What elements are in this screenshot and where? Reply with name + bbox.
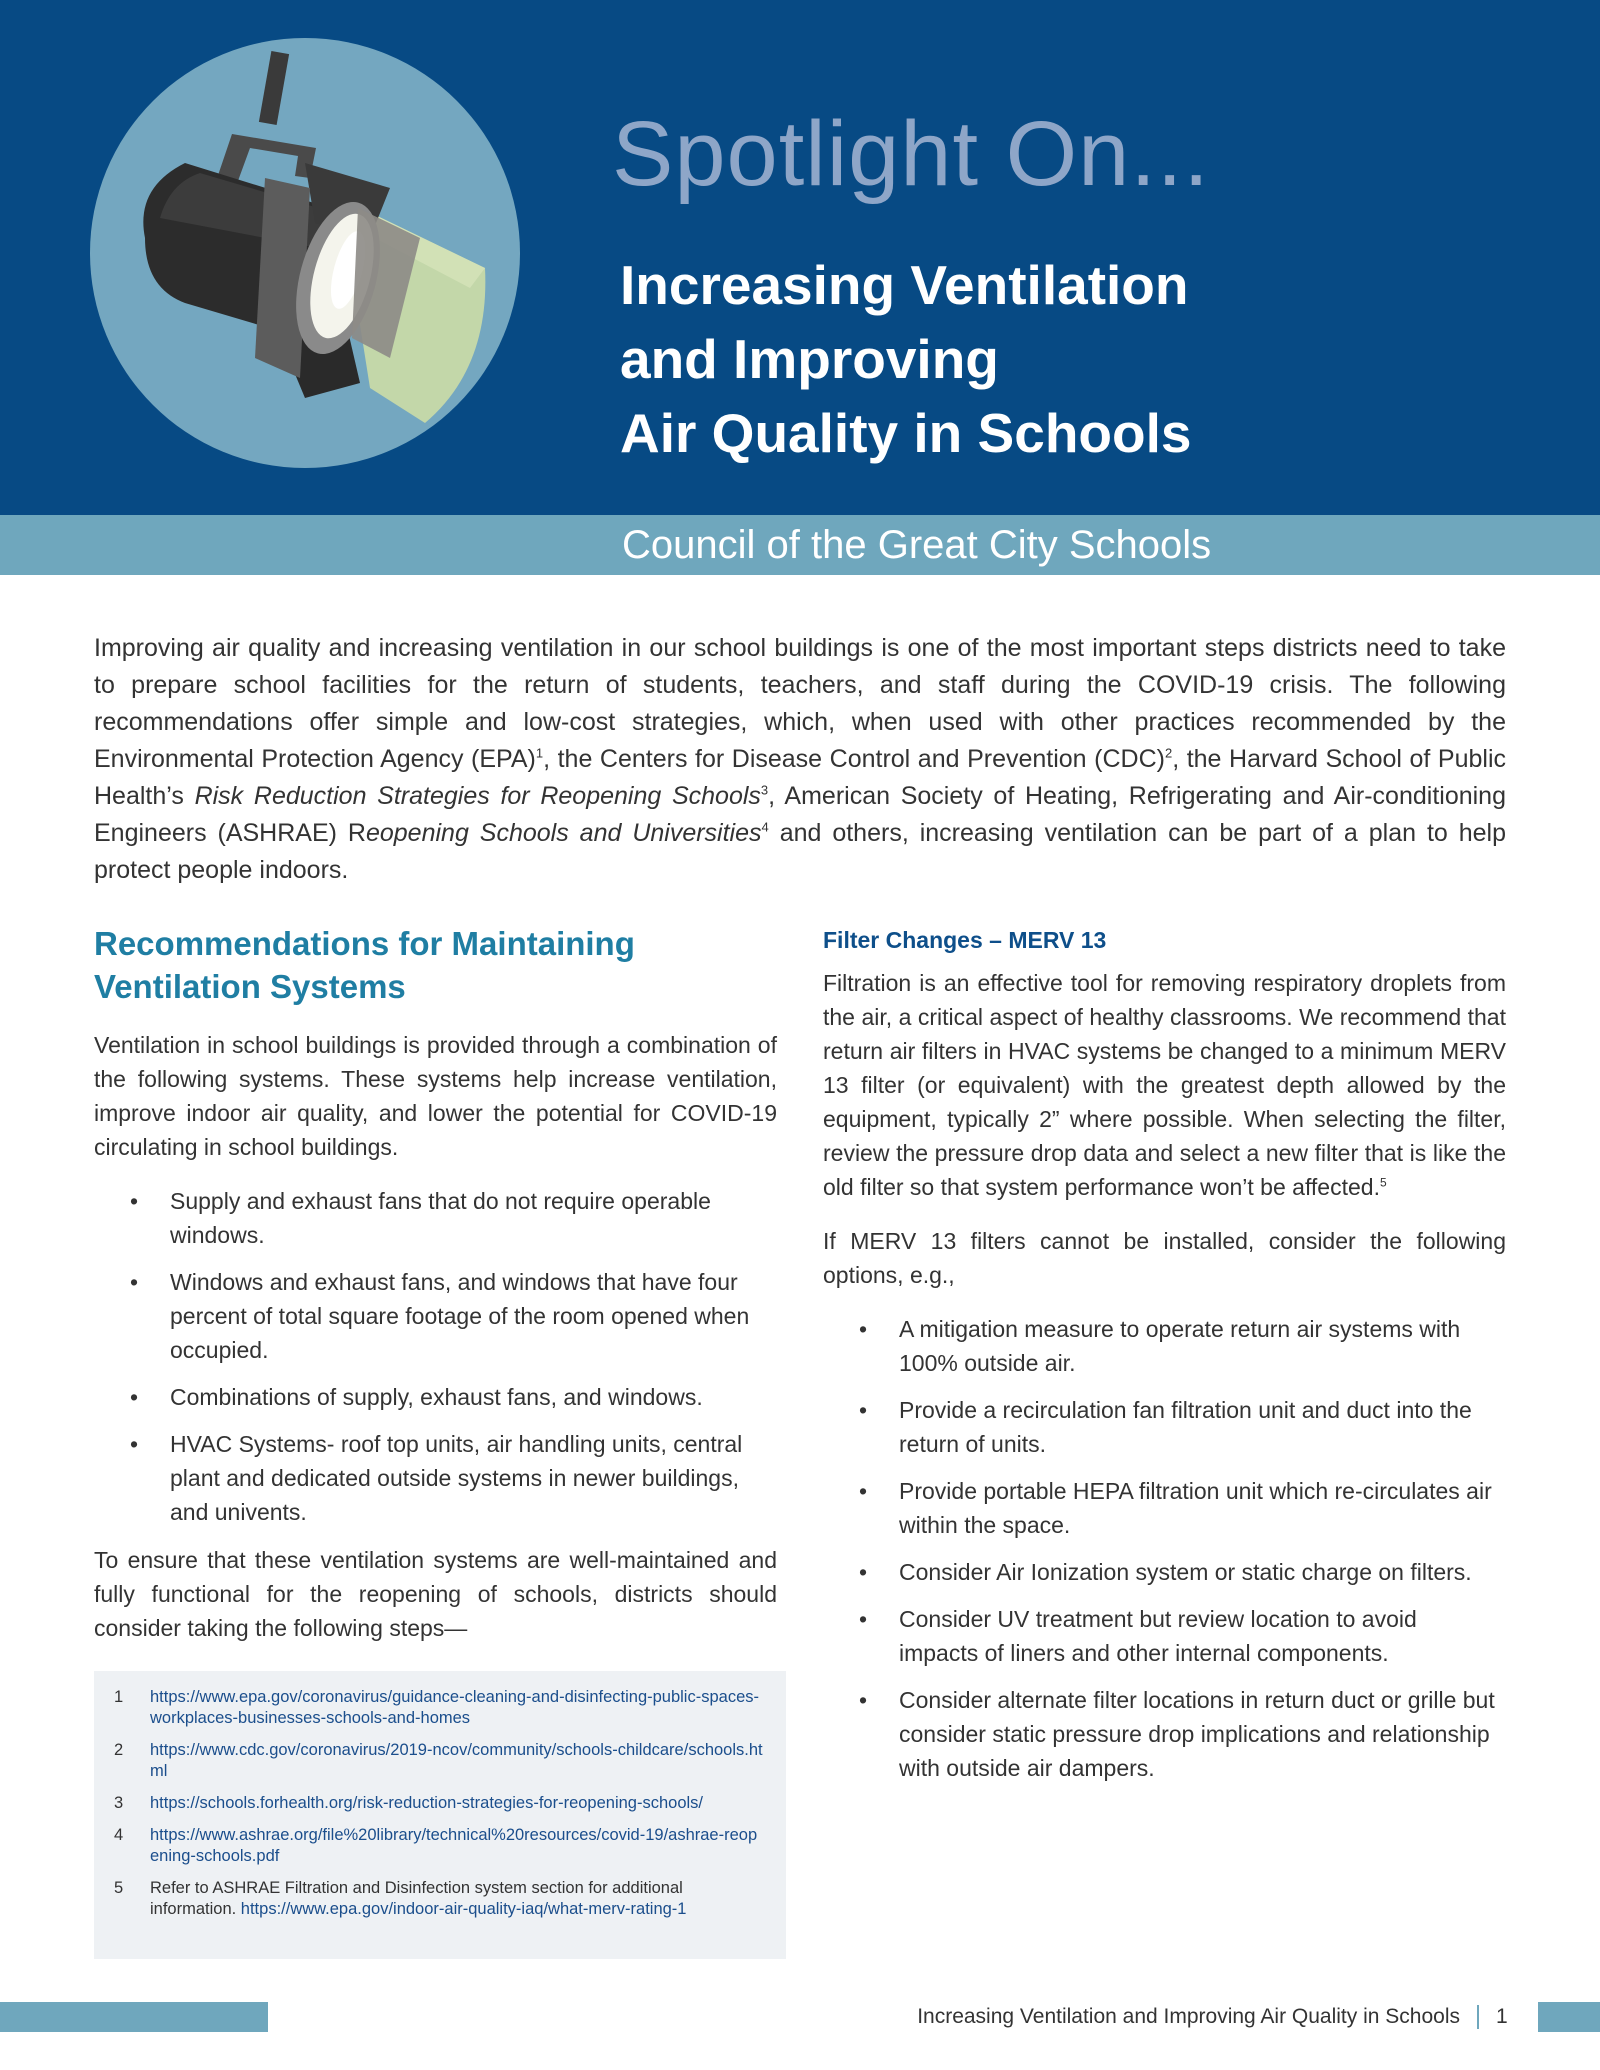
spotlight-icon [90,38,520,468]
organization-name: Council of the Great City Schools [622,523,1212,567]
footer-bar-left [0,2002,268,2032]
bullet-icon: • [130,1188,139,1214]
footnote [114,1793,766,1814]
footnote-number: 4 [114,1826,124,1844]
footer-separator [1477,2005,1479,2029]
list-item: • Combinations of supply, exhaust fans, and windows. [94,1380,777,1414]
paragraph: If MERV 13 filters cannot be installed, consider the following options, e.g., [823,1228,1506,1288]
list-item: • Consider alternate filter locations in return duct or grille but consider static pressure drop implications and relationship with outside air dampers. [823,1683,1506,1785]
spotlight-kicker: Spotlight On... [612,103,1210,205]
page-number: 1 [1496,2005,1508,2028]
bullet-icon: • [859,1478,868,1504]
right-column [823,924,1506,1799]
list-item: • Consider Air Ionization system or static charge on filters. [823,1555,1506,1589]
paragraph: Filtration is an effective tool for removing respiratory droplets from the air, a critical aspect of healthy classrooms. We recommend that return air filters in HVAC systems be changed to a minimum MERV 13 filter (or equivalent) with the greatest depth allowed by the equipment, typically 2” where possible. When selecting the filter, review the pressure drop data and select a new filter that is like the old filter so that system performance won’t be affected.$^5$ [823,970,1506,1200]
footnote-ref: 4 [761,819,769,835]
list-item: • Provide portable HEPA filtration unit which re-circulates air within the space. [823,1474,1506,1542]
footnote-number: 2 [114,1741,124,1759]
footnote-number: 5 [114,1879,124,1897]
list-item: • A mitigation measure to operate return air systems with 100% outside air. [823,1312,1506,1380]
title-line: Increasing Ventilation [620,254,1189,316]
intro-paragraph: Improving air quality and increasing ventilation in our school buildings is one of the most important steps districts need to take to prepare school facilities for the return of students, teachers, and staff during the COVID-19 crisis. The following recommendations offer simple and low-cost strategies, which, when used with other practices recommended by the Environmental Protection Agency (EPA)$^1$, the Centers for Disease Control and Prevention (CDC)$^2$, the Harvard School of Public Health’s Risk Reduction Strategies for Reopening Schools$^3$, American Society of Heating, Refrigerating and Air-conditioning Engineers (ASHRAE) Reopening Schools and Universities$^4$ and others, increasing ventilation can be part of a plan to help protect people indoors. [94,634,1506,884]
bullet-icon: • [859,1559,868,1585]
sub-heading: Filter Changes – MERV 13 [823,927,1107,953]
footnote [114,1687,766,1729]
section-heading: Recommendations for Maintaining Ventilation Systems [94,925,635,1005]
footnotes-box [94,1671,786,1959]
footnote [114,1825,766,1867]
footnote-number: 1 [114,1688,124,1706]
footer-title: Increasing Ventilation and Improving Air Quality in Schools [917,2005,1460,2028]
bullet-icon: • [859,1687,868,1713]
paragraph: To ensure that these ventilation systems are well-maintained and fully functional for the reopening of schools, districts should consider taking the following steps— [94,1547,777,1641]
bullet-icon: • [130,1384,139,1410]
bullet-icon: • [130,1269,139,1295]
footnote [114,1740,766,1782]
footnote-link[interactable]: https://www.epa.gov/indoor-air-quality-iaq/what-merv-rating-1 [240,1900,687,1918]
footnote-link[interactable]: https://schools.forhealth.org/risk-reduction-strategies-for-reopening-schools/ [150,1794,704,1812]
list-item: • Supply and exhaust fans that do not require operable windows. [94,1184,777,1252]
list-item: • HVAC Systems- roof top units, air handling units, central plant and dedicated outside systems in newer buildings, and univents. [94,1427,777,1529]
list-item: • Consider UV treatment but review location to avoid impacts of liners and other internal components. [823,1602,1506,1670]
footer-bar-right [1538,2002,1600,2032]
bullet-icon: • [859,1397,868,1423]
bullet-list [823,1312,1506,1785]
left-column [94,922,777,1665]
footnote-ref: 5 [1379,1175,1387,1190]
footnote-link[interactable]: https://www.epa.gov/coronavirus/guidance-cleaning-and-disinfecting-public-spaces-workplaces-businesses-schools-and-homes [150,1688,759,1727]
footnote-number: 3 [114,1794,124,1812]
footnote-link[interactable]: https://www.ashrae.org/file%20library/technical%20resources/covid-19/ashrae-reopening-schools.pdf [150,1826,758,1865]
footnote-link[interactable]: https://www.cdc.gov/coronavirus/2019-ncov/community/schools-childcare/schools.html [150,1741,763,1780]
title-line: Air Quality in Schools [620,402,1192,464]
bullet-list [94,1184,777,1529]
bullet-icon: • [859,1316,868,1342]
list-item: • Provide a recirculation fan filtration unit and duct into the return of units. [823,1393,1506,1461]
list-item: • Windows and exhaust fans, and windows that have four percent of total square footage of the room opened when occupied. [94,1265,777,1367]
bullet-icon: • [859,1606,868,1632]
footnote-note: Refer to ASHRAE Filtration and Disinfection system section for additional information. [150,1879,683,1918]
footnote-ref: 1 [535,745,544,761]
paragraph: Ventilation in school buildings is provided through a combination of the following systems. These systems help increase ventilation, improve indoor air quality, and lower the potential for COVID-19 circulating in school buildings. [94,1032,777,1160]
page-title [620,248,1320,470]
title-line: and Improving [620,328,999,390]
footnote-ref: 2 [1164,745,1173,761]
bullet-icon: • [130,1431,139,1457]
footnote-ref: 3 [760,782,769,798]
footnote [114,1878,766,1920]
